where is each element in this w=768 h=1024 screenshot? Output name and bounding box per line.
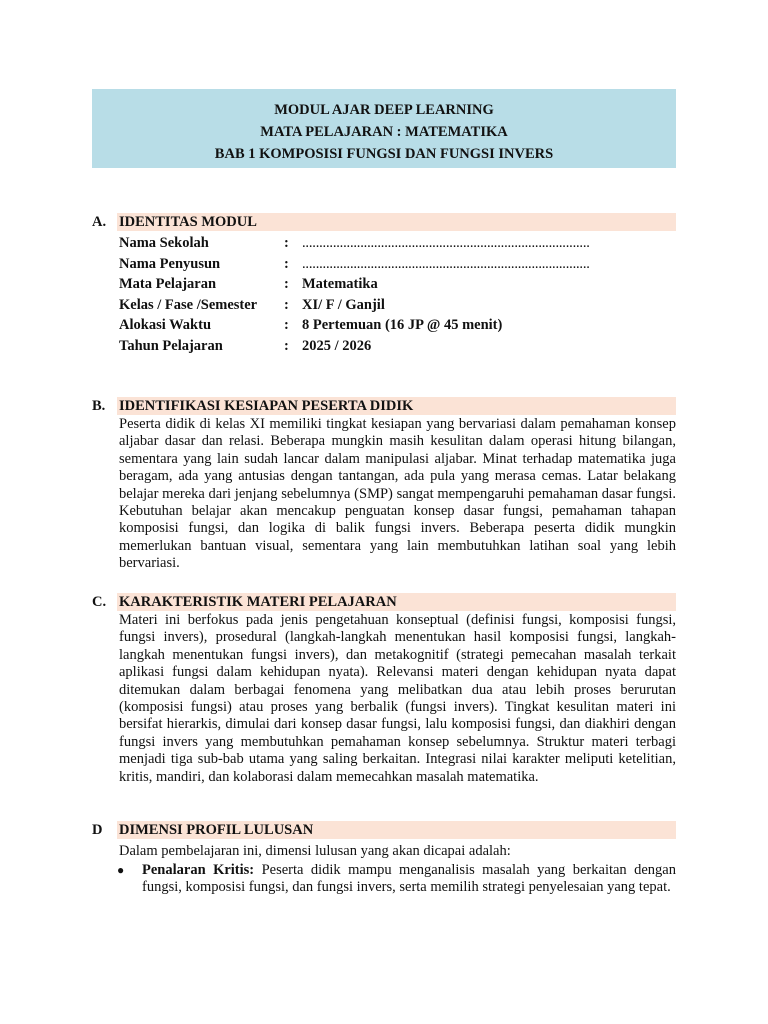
section-b-heading	[92, 397, 676, 415]
identity-value: ....................................................................................	[302, 235, 590, 251]
identity-label: Mata Pelajaran	[119, 276, 217, 292]
identity-row	[119, 336, 679, 357]
section-b-paragraph: Peserta didik di kelas XI memiliki tingkat kesiapan yang bervariasi dalam pemahaman konsep aljabar dasar dan relasi. Beberapa mungkin masih kesulitan dalam operasi hitung bilangan, sementara yang lain sudah lancar dalam manipulasi aljabar. Minat terhadap matematika juga beragam, ada yang antusias dengan tantangan, ada pula yang merasa cemas. Latar belakang belajar mereka dari jenjang sebelumnya (SMP) sangat mempengaruhi pemahaman dasar fungsi. Kebutuhan belajar akan mencakup penguatan konsep dasar fungsi, pemahaman tahapan komposisi fungsi, dan logika di balik fungsi invers. Beberapa peserta didik mungkin memerlukan bantuan visual, sementara yang lain membutuhkan latihan soal yang lebih bervariasi.	[119, 416, 676, 572]
title-line-1: MODUL AJAR DEEP LEARNING	[274, 102, 494, 118]
section-a-heading	[92, 213, 676, 231]
identity-value: Matematika	[302, 276, 378, 292]
title-line-3: BAB 1 KOMPOSISI FUNGSI DAN FUNGSI INVERS	[214, 146, 554, 162]
identity-row	[119, 315, 679, 336]
identity-value: XI/ F / Ganjil	[302, 296, 385, 313]
section-c-paragraph: Materi ini berfokus pada jenis pengetahuan konseptual (definisi fungsi, komposisi fungsi, fungsi invers), prosedural (langkah-langkah menentukan hasil komposisi fungsi, langkah-langkah menentukan fungsi invers), dan metakognitif (strategi pemecahan masalah terkait aplikasi fungsi dalam kehidupan nyata). Relevansi materi dengan kehidupan nyata dapat ditemukan dalam berbagai fenomena yang melibatkan dua atau lebih proses berurutan (komposisi fungsi) atau proses yang berbalik (fungsi invers). Tingkat kesulitan materi ini bersifat hierarkis, dimulai dari konsep dasar fungsi, lalu komposisi fungsi, dan diakhiri dengan fungsi invers yang membutuhkan pemahaman konsep sebelumnya. Struktur materi terbagi menjadi tiga sub-bab utama yang saling berkaitan. Integrasi nilai karakter meliputi ketelitian, kritis, mandiri, dan kolaborasi dalam memecahkan masalah matematika.	[119, 612, 676, 785]
identity-value: 8 Pertemuan (16 JP @ 45 menit)	[302, 317, 503, 333]
identity-separator: :	[284, 337, 289, 354]
identity-separator: :	[284, 296, 289, 313]
section-title: DIMENSI PROFIL LULUSAN	[119, 822, 314, 838]
identity-row	[119, 274, 679, 295]
section-letter: B.	[92, 398, 106, 414]
identity-row	[119, 254, 679, 275]
identity-label: Kelas / Fase /Semester	[119, 296, 258, 313]
section-letter: A.	[92, 214, 107, 230]
section-title: KARAKTERISTIK MATERI PELAJARAN	[119, 594, 397, 610]
identity-label: Nama Penyusun	[119, 255, 221, 272]
document-title-box	[92, 89, 676, 168]
bullet-term: Penalaran Kritis:	[142, 862, 255, 878]
identity-row	[119, 295, 679, 316]
bullet-text: Peserta didik mampu menganalisis masalah yang berkaitan dengan fungsi, komposisi fungsi, dan fungsi invers, serta memilih strategi penyelesaian yang tepat.	[142, 862, 676, 896]
section-d-heading	[92, 821, 676, 839]
identity-separator: :	[284, 255, 289, 272]
identity-separator: :	[284, 317, 289, 333]
section-d-intro: Dalam pembelajaran ini, dimensi lulusan yang akan dicapai adalah:	[119, 843, 511, 859]
identity-value: 2025 / 2026	[302, 337, 372, 354]
identity-label: Alokasi Waktu	[119, 317, 212, 333]
identity-separator: :	[284, 235, 289, 251]
list-item	[119, 862, 676, 897]
identity-table	[119, 233, 679, 356]
identity-label: Tahun Pelajaran	[119, 337, 223, 354]
identity-label: Nama Sekolah	[119, 235, 209, 251]
section-c-heading	[92, 593, 676, 611]
section-letter: D	[92, 822, 103, 838]
section-title: IDENTITAS MODUL	[119, 214, 257, 230]
title-line-2: MATA PELAJARAN : MATEMATIKA	[260, 124, 508, 140]
section-title: IDENTIFIKASI KESIAPAN PESERTA DIDIK	[119, 398, 414, 414]
section-letter: C.	[92, 594, 107, 610]
identity-row	[119, 233, 679, 254]
bullet-icon: ●	[117, 863, 125, 877]
identity-value: ....................................................................................	[302, 255, 590, 272]
identity-separator: :	[284, 276, 289, 292]
